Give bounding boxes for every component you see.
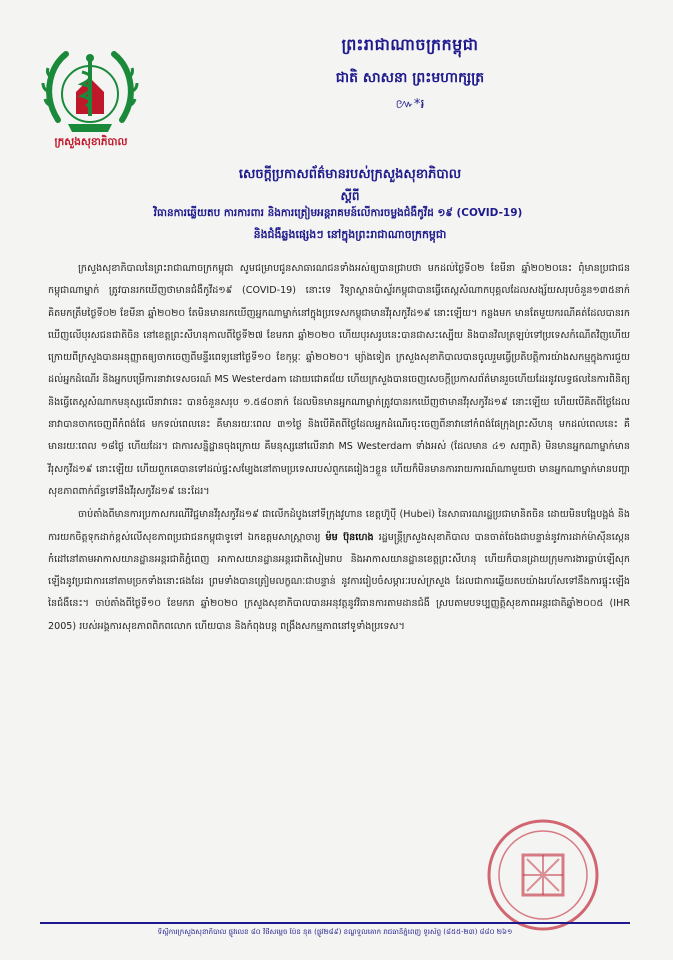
paragraph-2-rest: រដ្ឋមន្ត្រីក្រសួងសុខាភិបាល បានចាត់ចែងជាបន្ទាន់នូវការដាក់ម៉ាស៊ីនស្កេនកំដៅនៅតាមអាកាសយានដ្ឋានអន្តរជាតិភ្នំពេញ អាកាសយានដ្ឋានអន្តរជាតិសៀមរាប និងអាកាសយានដ្ឋានខេត្តព្រះសីហនុ ហើយក៏បានដ្រាយក្រុមការងារធ្លាប់ឡើសុក ឡើងនូវប្រជាការនៅតាមច្រកទាំងនោះផងដែរ ព្រមទាំងបានត្រៀមលក្ខណៈជាបន្ទាន់ នូវការរៀបចំសម្ភារៈរបស់ក្រសួង ដែលជាការឆ្លើយតបយ៉ាងរហ័សទៅនឹងការផ្ទុះឡើងនៃជំងឺនេះ។ ចាប់តាំងពីថ្ងៃទី១០ ខែមករា ឆ្នាំ២០២០ ក្រសួងសុខាភិបាលបានអនុវត្តនូវវិធានការតាមដានជំងឺ ស្របតាមបទប្បញ្ញត្តិសុខភាពអន្តរជាតិឆ្នាំ២០០៥ (IHR 2005) របស់អង្គការសុខភាពពិភពលោក ហើយបាន និងកំពុងបន្ត ពង្រឹងសកម្មភាពនៅទូទាំងប្រទេស។ [48,531,630,632]
paragraph-2 [48,504,630,638]
kingdom-heading: ព្រះរាជាណាចក្រកម្ពុជា [341,35,479,54]
footer-address: ទីស្តីការក្រសួងសុខាភិបាល ផ្លូវលេខ ៨០ វិថីសម្តេច ប៉ែន នុត (ផ្លូវ២៨៩) ខណ្ឌទួលគោក រាជធានីភ្នំពេញ ទូរស័ព្ទ (៨៥៥-២៣) ៨៨០ ២៦១ [157,928,513,936]
announcement-subject: វិធានការឆ្លើយតប ការការពារ និងការត្រៀមអន្តរាគមន៍លើការចម្លងជំងឺកូវីដ ១៩ (COVID-19) [153,207,523,219]
ornament-divider: ៚*៛ [395,97,425,112]
ministry-emblem-icon [38,42,142,138]
paragraph-1 [48,258,630,503]
document-body [48,258,630,638]
announcement-title: សេចក្តីប្រកាសព័ត៌មានរបស់ក្រសួងសុខាភិបាល [238,167,462,182]
paragraph-1-text: ក្រសួងសុខាភិបាលនៃព្រះរាជាណាចក្រកម្ពុជា សូមជម្រាបជូនសាធារណជនទាំងអស់ឲ្យបានជ្រាបថា មកដល់ថ្ងៃទី០២ ខែមីនា ឆ្នាំ២០២០នេះ ពុំមានប្រជាជនកម្ពុជាណាម្នាក់ ត្រូវបានរកឃើញថាមានជំងឺកូវីដ១៩ (COVID-19) នោះទេ វិទ្យាស្ថានប៉ាស្ទ័រកម្ពុជាបានធ្វើតេស្តសំណាកបុគ្គលដែលសង្ស័យសរុបចំនួន១៣៥នាក់ គិតមកត្រឹមថ្ងៃទី០២ ខែមីនា ឆ្នាំ២០២០ តែមិនមានរកឃើញអ្នកណាម្នាក់នៅក្នុងប្រទេសកម្ពុជាមានវីរុសកូវីដ១៩ នោះឡើយ។ កន្លងមក មានតែមួយករណីគត់ដែលបានរកឃើញលើបុរសជនជាតិចិន នៅខេត្តព្រះសីហនុកាលពីថ្ងៃទី២៧ ខែមករា ឆ្នាំ២០២០ ហើយបុរសរូបនេះបានជាសះស្បើយ និងបានវិលត្រឡប់ទៅប្រទេសកំណើតវិញហើយ ក្រោយពីក្រសួងបានអនុញ្ញាតឲ្យចាកចេញពីមន្ទីរពេទ្យនៅថ្ងៃទី១០ ខែកុម្ភៈ ឆ្នាំ២០២០។ ម្យ៉ាងទៀត ក្រសួងសុខាភិបាលបានចូលរួមធ្វើប្រតិបត្តិការយ៉ាងសកម្មក្នុងការជួយដល់អ្នកដំណើរ និងអ្នកបម្រើការនាវាទេសចរណ៍ MS Westerdam ដោយជោគជ័យ ហើយក្រសួងបានចេញសេចក្តីប្រកាសព័ត៌មានរួចហើយដែរនូវលទ្ធផលនៃការពិនិត្យ និងធ្វើតេស្តសំណាកមនុស្សលើនាវានេះ បានចំនួនសរុប ១.៥៨០នាក់ ដែលមិនមានអ្នកណាម្នាក់ត្រូវបានរកឃើញថាមានវីរុសកូវីដ១៩ នោះឡើយ ហើយបើគិតពីថ្ងៃដែលនាវាបានចាកចេញពីកំពង់ផែ មកទល់ពេលនេះ គឺមានរយៈពេល ៣១ថ្ងៃ និងបើគិតពីថ្ងៃដែលអ្នកដំណើរចុះចេញពីនាវានៅកំពង់ផែក្រុងព្រះសីហនុ មកដល់ពេលនេះ គឺមានរយៈពេល ១៨ថ្ងៃ ហើយដែរ។ ជាការសន្និដ្ឋានចុងក្រោយ គឺមនុស្សនៅលើនាវា MS Westerdam ទាំងអស់ (ដែលមាន ៤១ សញ្ជាតិ) មិនមានអ្នកណាម្នាក់មានវីរុសកូវីដ១៩ នោះឡើយ ហើយពួកគេបានទៅដល់ផ្ទះសម្បែងនៅតាមប្រទេសរបស់ពួកគេរៀងៗខ្លួន ហើយក៏មិនមានការរាយការណ៍ណាមួយថា មានអ្នកណាម្នាក់មានបញ្ហាសុខភាពពាក់ព័ន្ធទៅនឹងវីរុសកូវីដ១៩ នេះដែរ។ [48,263,630,497]
announcement-subject-continued: និងជំងឺឆ្លងផ្សេងៗ នៅក្នុងព្រះរាជាណាចក្រកម្ពុជា [253,228,447,241]
announcement-subject-label: ស្តីពី [340,189,360,203]
footer-divider [40,922,630,924]
official-seal-icon [483,815,603,935]
paragraph-2-start: ចាប់តាំងពីមានការប្រកាសករណីវិជ្ជមានវីរុសកូវីដ១៩ ជាលើកដំបូងនៅទីក្រុងវូហាន ខេត្តហ៊ូប៉ី (Hubei) នៃសាធារណរដ្ឋប្រជាមានិតចិន ដោយមិនបង្អែបង្អង់ និងការយកចិត្តទុកដាក់ខ្ពស់លើសុខភាពប្រជាជនកម្ពុជាទូទៅ ឯកឧត្តមសាស្ត្រាចារ្យ [48,509,630,543]
ministry-name: ក្រសួងសុខាភិបាល [54,136,128,148]
minister-name: ម៉ម ប៊ុនហេង [325,531,374,543]
national-motto: ជាតិ សាសនា ព្រះមហាក្សត្រ [335,70,485,86]
